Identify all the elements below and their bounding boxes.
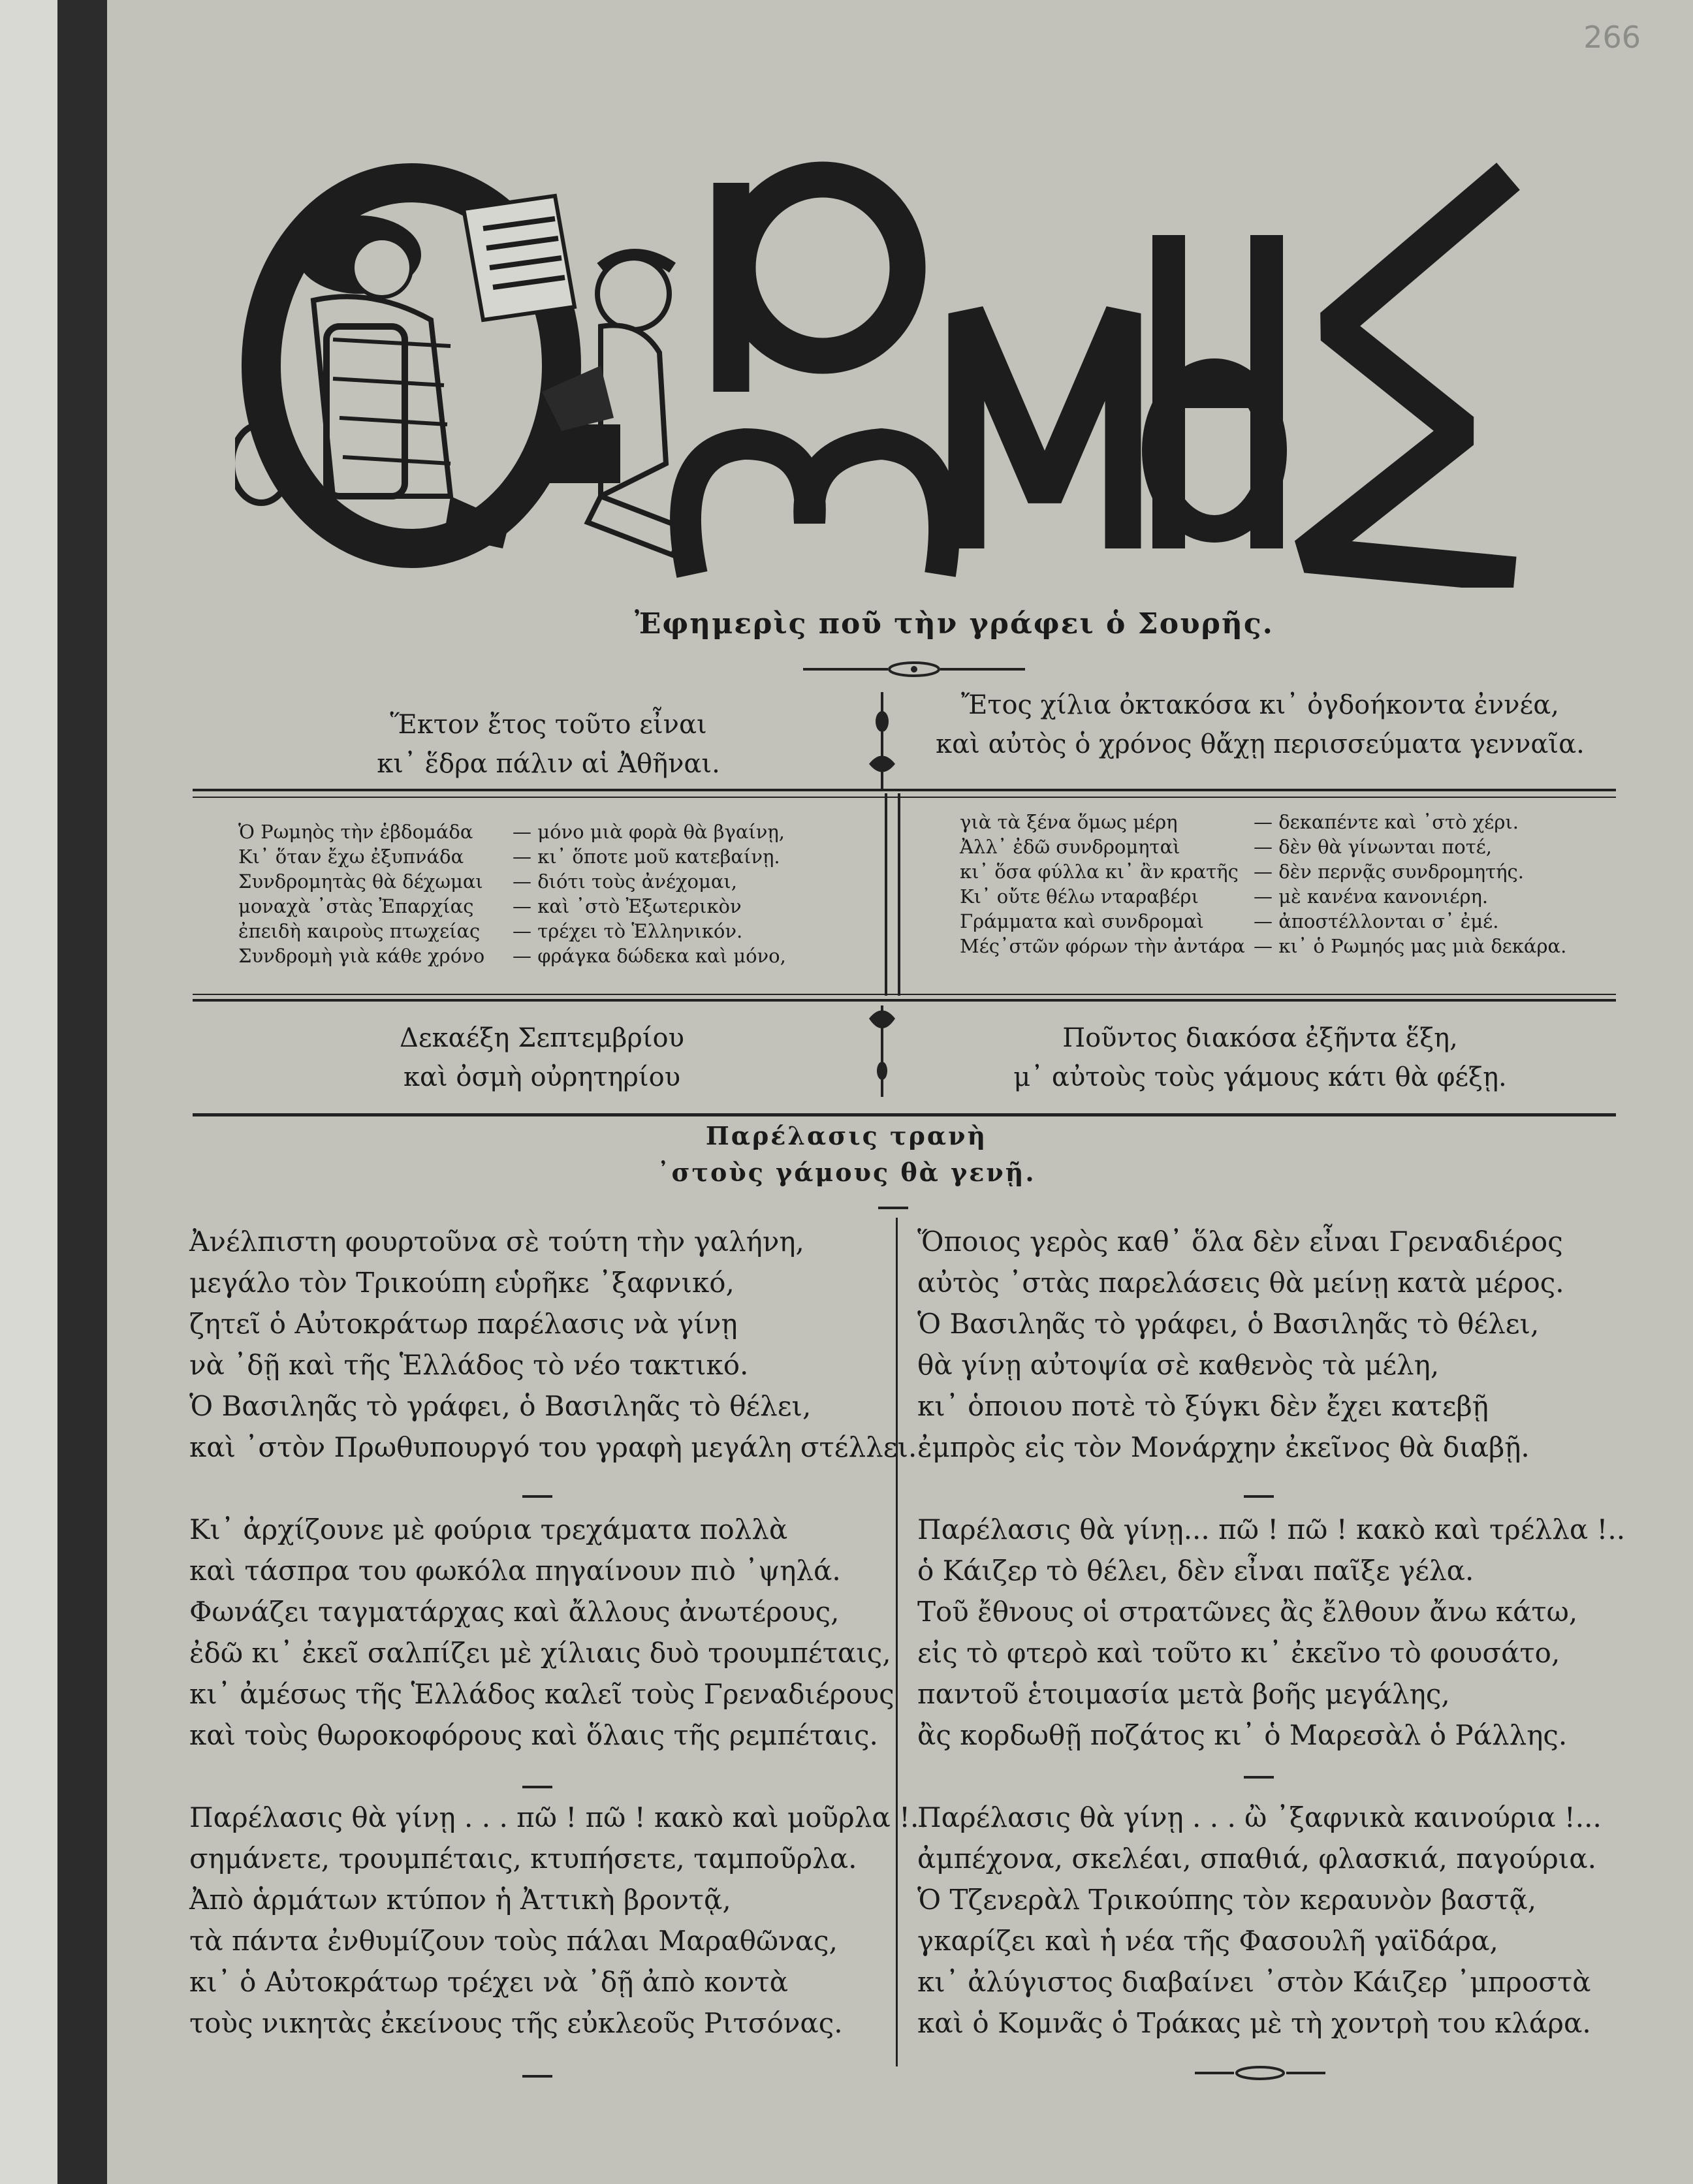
verse-line: Παρέλασις θὰ γίνῃ . . . ὢ ᾽ξαφνικὰ καινούρια !... [917,1801,1602,1833]
terms-row: Συνδρομὴ γιὰ κάθε χρόνο — φράγκα δώδεκα καὶ μόνο, [238,945,786,967]
rule-bottom-thin [193,994,1616,995]
verse-line: Ἀνέλπιστη φουρτοῦνα σὲ τούτη τὴν γαλήνη, [189,1226,804,1258]
terms-row: Συνδρομητὰς θὰ δέχωμαι — διότι τοὺς ἀνέχομαι, [238,870,738,893]
headline-line2: ᾽στοὺς γάμους θὰ γενῇ. [657,1158,1036,1187]
rule-section [193,1113,1616,1116]
verse-line: θὰ γίνῃ αὐτοψία σὲ καθενὸς τὰ μέλη, [917,1349,1440,1381]
terms-row: μοναχὰ ᾽στὰς Ἐπαρχίας — καὶ ᾽στὸ Ἐξωτερικὸν [238,895,742,917]
subscription-terms-left [238,819,859,968]
verse-line: Παρέλασις θὰ γίνῃ... πῶ ! πῶ ! κακὸ καὶ τρέλλα !.. [917,1513,1626,1545]
verse-line: τοὺς νικητὰς ἐκείνους τῆς εὐκλεοῦς Ριτσόνας. [189,2007,843,2039]
verse-line: αὐτὸς ᾽στὰς παρελάσεις θὰ μείνῃ κατὰ μέρος. [917,1267,1564,1299]
rule-top-thin [193,797,1616,798]
year-right [927,686,1593,764]
masthead [235,157,1534,588]
subtitle [0,607,1693,641]
terms-row: γιὰ τὰ ξένα ὅμως μέρη — δεκαπέντε καὶ ᾽στὸ χέρι. [960,811,1519,833]
stanza-dash [1244,1495,1274,1498]
year-left [313,705,783,783]
stanza [189,1221,928,1468]
verse-line: ἂς κορδωθῇ ποζάτος κι᾽ ὁ Μαρεσὰλ ὁ Ράλλης. [917,1719,1568,1751]
terms-row: Ἀλλ᾽ ἐδῶ συνδρομηταὶ — δὲν θὰ γίνωνται ποτέ, [960,836,1492,858]
verse-line: ἐμπρὸς εἰς τὸν Μονάρχην ἐκεῖνος θὰ διαβῇ. [917,1431,1530,1463]
binding-shadow [57,0,107,2184]
verse-line: γκαρίζει καὶ ἡ νέα τῆς Φασουλῆ γαϊδάρα, [917,1925,1498,1957]
verse-line: Ὁ Βασιληᾶς τὸ γράφει, ὁ Βασιληᾶς τὸ θέλει, [189,1390,812,1422]
verse-line: ἀμπέχονα, σκελέαι, σπαθιά, φλασκιά, παγούρια. [917,1843,1596,1875]
year-left-line1: Ἕκτον ἔτος τοῦτο εἶναι [390,710,707,740]
stanza-dash [1244,1776,1274,1779]
terms-row: κι᾽ ὅσα φύλλα κι᾽ ἂν κρατῆς — δὲν περνᾷς συνδρομητής. [960,861,1525,883]
verse-line: σημάνετε, τρουμπέταις, κτυπήσετε, ταμποῦρλα. [189,1843,857,1875]
verse-line: Φωνάζει ταγματάρχας καὶ ἄλλους ἀνωτέρους, [189,1596,840,1628]
stanza-dash [522,2075,552,2078]
terms-row: Γράμματα καὶ συνδρομαὶ — ἀποστέλλονται σ᾽ ἐμέ. [960,910,1499,932]
terms-row: Κι᾽ οὔτε θέλω νταραβέρι — μὲ κανένα κανονιέρη. [960,885,1489,908]
fleuron-ornament [866,692,898,790]
terms-row: Μές᾽στῶν φόρων τὴν ἀντάρα — κι᾽ ὁ Ρωμηός μας μιὰ δεκάρα. [960,935,1567,957]
terms-row: Κι᾽ ὅταν ἔχω ἐξυπνάδα — κι᾽ ὅποτε μοῦ κατεβαίνῃ. [238,846,780,868]
verse-line: νὰ ᾽δῇ καὶ τῆς Ἑλλάδος τὸ νέο τακτικό. [189,1349,749,1381]
stanza-dash [522,1495,552,1498]
rule-bottom [193,999,1616,1002]
scan-margin [0,0,57,2184]
year-left-line2: κι᾽ ἕδρα πάλιν αἱ Ἀθῆναι. [377,749,720,779]
stanza-dash [522,1786,552,1788]
issue-number [947,1019,1574,1097]
headline [0,1118,1693,1191]
verse-line: Ὁ Βασιληᾶς τὸ γράφει, ὁ Βασιληᾶς τὸ θέλει, [917,1308,1540,1340]
stanza [917,1221,1625,1468]
stanza [917,1797,1625,2044]
verse-line: καὶ ᾽στὸν Πρωθυπουργό του γραφὴ μεγάλη στέλλει. [189,1431,917,1463]
ornament-divider [803,656,1025,682]
column-divider-1 [885,793,887,996]
verse-line: Τοῦ ἔθνους οἱ στρατῶνες ἂς ἔλθουν ἄνω κάτω, [917,1596,1578,1628]
verse-line: κι᾽ ὁποιου ποτὲ τὸ ξύγκι δὲν ἔχει κατεβῇ [917,1390,1489,1422]
issue-date [307,1019,777,1097]
issue-date-line1: Δεκαέξη Σεπτεμβρίου [400,1023,684,1053]
issue-number-line1: Ποῦντος διακόσα ἐξῆντα ἕξη, [1062,1023,1458,1053]
verse-line: εἰς τὸ φτερὸ καὶ τοῦτο κι᾽ ἐκεῖνο τὸ φουσάτο, [917,1637,1560,1669]
verse-line: καὶ τοὺς θωροκοφόρους καὶ ὅλαις τῆς ρεμπέταις. [189,1719,878,1751]
verse-line: κι᾽ ἀμέσως τῆς Ἑλλάδος καλεῖ τοὺς Γρεναδιέρους [189,1678,894,1710]
column-divider-2 [898,793,900,996]
stanza [917,1509,1625,1756]
masthead-title-logo [235,157,1534,588]
stanza [189,1509,928,1756]
verse-line: ζητεῖ ὁ Αὐτοκράτωρ παρέλασις νὰ γίνῃ [189,1308,738,1340]
stanza [189,1797,928,2044]
rule-top [193,789,1616,791]
verse-line: ὁ Κάιζερ τὸ θέλει, δὲν εἶναι παῖξε γέλα. [917,1555,1474,1587]
year-right-line2: καὶ αὐτὸς ὁ χρόνος θἄχῃ περισσεύματα γενναῖα. [936,729,1585,759]
verse-line: κι᾽ ἀλύγιστος διαβαίνει ᾽στὸν Κάιζερ ᾽μπροστὰ [917,1966,1591,1998]
verse-line: Παρέλασις θὰ γίνῃ . . . πῶ ! πῶ ! κακὸ καὶ μοῦρλα !.. [189,1801,928,1833]
issue-date-line2: καὶ ὀσμὴ οὐρητηρίου [403,1062,681,1092]
terms-row: Ὁ Ρωμηὸς τὴν ἑβδομάδα — μόνο μιὰ φορὰ θὰ βγαίνῃ, [238,821,785,843]
poem-left-column [189,1221,928,2085]
subtitle-text: Ἐφημερὶς ποῦ τὴν γράφει ὁ Σουρῆς. [635,607,1274,641]
issue-number-line2: μ᾽ αὐτοὺς τοὺς γάμους κάτι θὰ φέξῃ. [1013,1062,1507,1092]
verse-line: καὶ τάσπρα του φωκόλα πηγαίνουν πιὸ ᾽ψηλά. [189,1555,841,1587]
headline-dash [878,1207,908,1209]
verse-line: τὰ πάντα ἐνθυμίζουν τοὺς πάλαι Μαραθῶνας, [189,1925,838,1957]
year-right-line1: Ἔτος χίλια ὀκτακόσα κι᾽ ὀγδοήκοντα ἐννέα, [961,690,1559,720]
terms-row: ἐπειδὴ καιροὺς πτωχείας — τρέχει τὸ Ἑλληνικόν. [238,920,743,942]
verse-line: ἐδῶ κι᾽ ἐκεῖ σαλπίζει μὲ χίλιαις δυὸ τρουμπέταις, [189,1637,891,1669]
headline-line1: Παρέλασις τρανὴ [705,1121,988,1150]
subscription-terms-right [960,810,1613,958]
verse-line: μεγάλο τὸν Τρικούπη εὑρῆκε ᾽ξαφνικό, [189,1267,735,1299]
verse-line: Κι᾽ ἀρχίζουνε μὲ φούρια τρεχάματα πολλὰ [189,1513,788,1545]
verse-line: Ἀπὸ ἁρμάτων κτύπον ἡ Ἀττικὴ βροντᾷ, [189,1884,731,1916]
verse-line: Ὅποιος γερὸς καθ᾽ ὅλα δὲν εἶναι Γρεναδιέρος [917,1226,1563,1258]
end-ornament [1195,2063,1325,2083]
fleuron-ornament [866,1005,898,1097]
verse-line: παντοῦ ἑτοιμασία μετὰ βοῆς μεγάλης, [917,1678,1450,1710]
archive-number: 266 [1583,20,1641,55]
verse-line: Ὁ Τζενερὰλ Τρικούπης τὸν κεραυνὸν βαστᾷ, [917,1884,1537,1916]
verse-line: κι᾽ ὁ Αὐτοκράτωρ τρέχει νὰ ᾽δῇ ἀπὸ κοντὰ [189,1966,788,1998]
verse-line: καὶ ὁ Κομνᾶς ὁ Τράκας μὲ τὴ χοντρὴ του κλάρα. [917,2007,1591,2039]
poem-right-column [917,1221,1625,2085]
